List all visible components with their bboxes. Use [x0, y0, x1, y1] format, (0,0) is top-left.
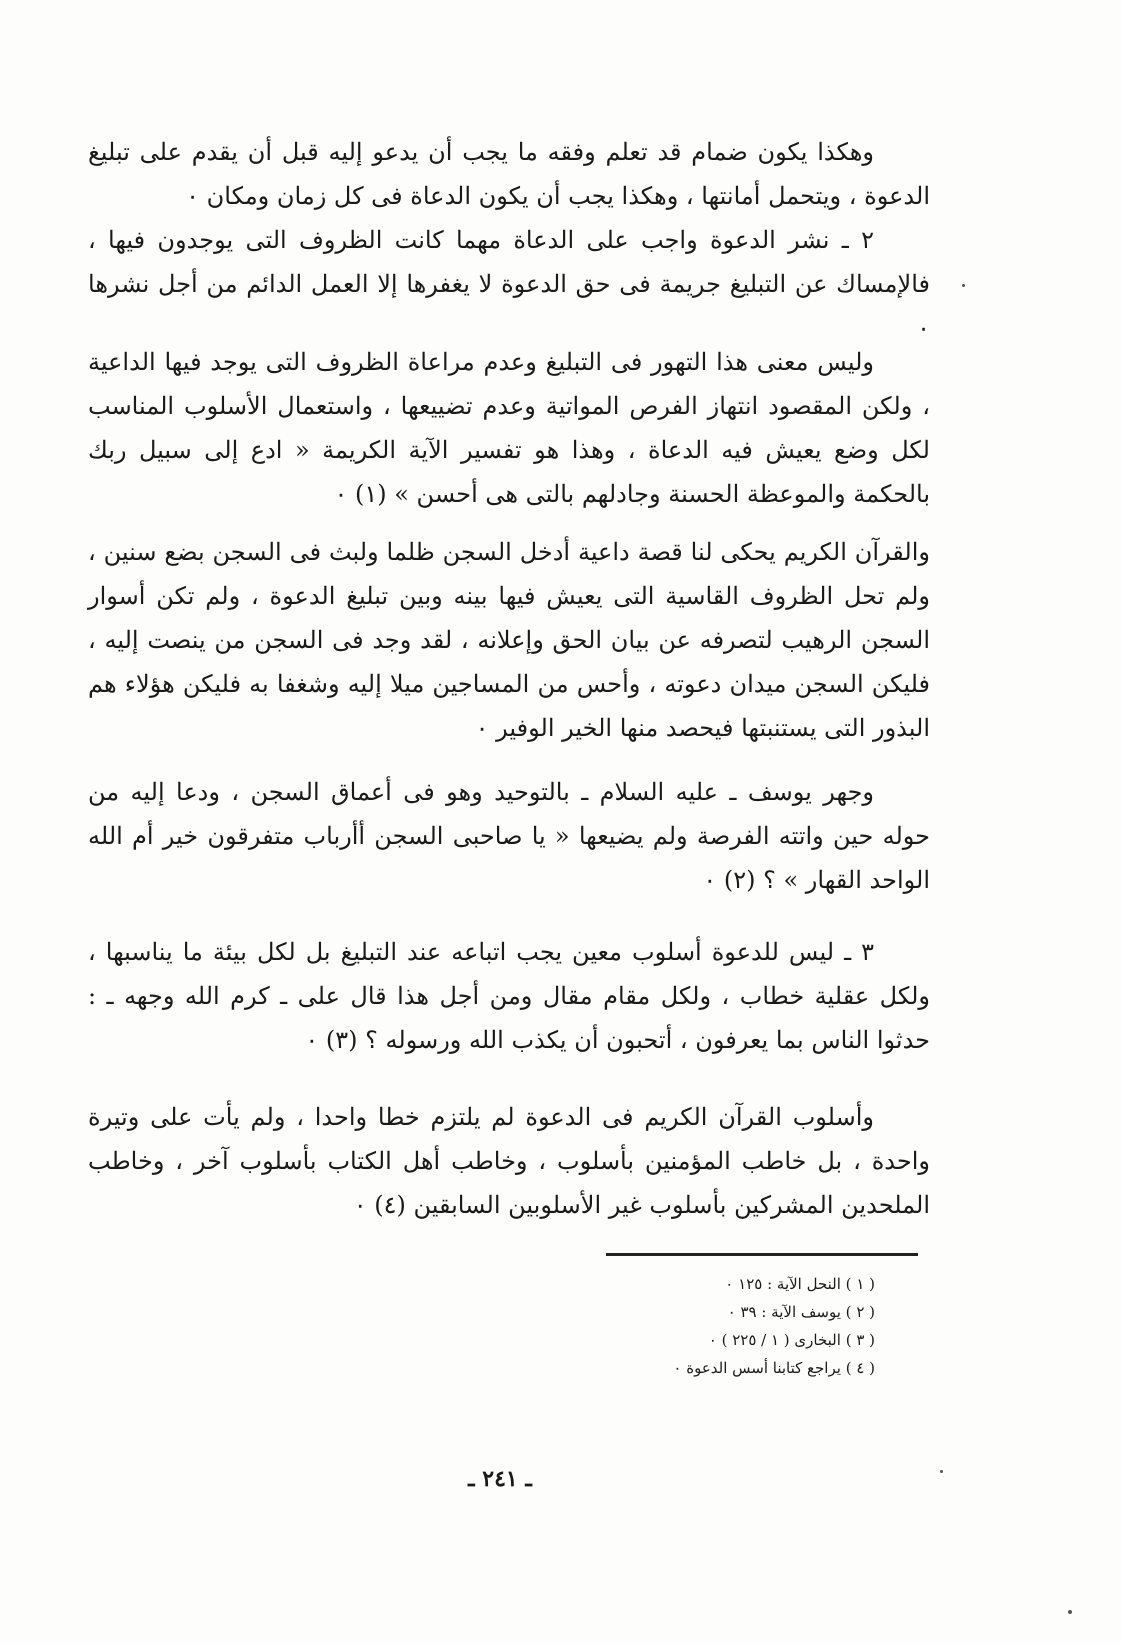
- paragraph-7: وأسلوب القرآن الكريم فى الدعوة لم يلتزم خطا واحدا ، ولم يأت على وتيرة واحدة ، بل خاطب المؤمنين بأسلوب ، وخاطب أهل الكتاب بأسلوب آخر ، وخاطب الملحدين المشركين بأسلوب غير الأسلوبين السابقين (٤) ٠: [88, 1103, 931, 1219]
- paragraph-6: ٣ ـ ليس للدعوة أسلوب معين يجب اتباعه عند التبليغ بل لكل بيئة ما يناسبها ، ولكل عقلية خطاب ، ولكل مقام مقال ومن أجل هذا قال على ـ كرم الله وجهه ـ : حدثوا الناس بما يعرفون ، أتحبون أن يكذب الله ورسوله ؟ (٣) ٠: [88, 938, 930, 1054]
- paragraph-2: ٢ ـ نشر الدعوة واجب على الدعاة مهما كانت الظروف التى يوجدون فيها ، فالإمساك عن التبليغ جريمة فى حق الدعوة لا يغفرها إلا العمل الدائم من أجل نشرها ٠: [88, 226, 930, 342]
- scan-speck: [940, 1470, 943, 1473]
- paragraph-4: والقرآن الكريم يحكى لنا قصة داعية أدخل السجن ظلما ولبث فى السجن بضع سنين ، ولم تحل الظروف القاسية التى يعيش فيها بينه وبين تبليغ الدعوة ، ولم تكن أسوار السجن الرهيب لتصرفه عن بيان الحق وإعلانه ، لقد وجد فى السجن من ينصت إليه ، فليكن السجن ميدان دعوته ، وأحس من المساجين ميلا إليه وشغفا به فليكن هؤلاء هم البذور التى يستنبتها فيحصد منها الخير الوفير ٠: [88, 538, 930, 742]
- paragraph-5: وجهر يوسف ـ عليه السلام ـ بالتوحيد وهو فى أعماق السجن ، ودعا إليه من حوله حين واتته الفرصة ولم يضيعها « يا صاحبى السجن أأرباب متفرقون خير أم الله الواحد القهار » ؟ (٢) ٠: [88, 778, 930, 894]
- footnote-1: ( ١ ) النحل الآية : ١٢٥ ٠: [725, 1275, 875, 1293]
- paragraph-3: وليس معنى هذا التهور فى التبليغ وعدم مراعاة الظروف التى يوجد فيها الداعية ، ولكن المقصود انتهاز الفرص المواتية وعدم تضييعها ، واستعمال الأسلوب المناسب لكل وضع يعيش فيه الدعاة ، وهذا هو تفسير الآية الكريمة « ادع إلى سبيل ربك بالحكمة والموعظة الحسنة وجادلهم بالتى هى أحسن » (١) ٠: [88, 348, 930, 508]
- footnote-3: ( ٣ ) البخارى ( ١ / ٢٢٥ ) ٠: [708, 1331, 875, 1349]
- scan-speck: [962, 284, 965, 287]
- page-number: ـ ٢٤١ ـ: [468, 1466, 532, 1492]
- footnote-4: ( ٤ ) يراجع كتابنا أسس الدعوة ٠: [673, 1359, 875, 1377]
- footnote-separator: [606, 1253, 918, 1256]
- footnotes-list: [560, 1270, 875, 1382]
- footnote-2: ( ٢ ) يوسف الآية : ٣٩ ٠: [727, 1303, 875, 1321]
- scan-speck: [1068, 1610, 1072, 1614]
- paragraph-1: وهكذا يكون ضمام قد تعلم وفقه ما يجب أن يدعو إليه قبل أن يقدم على تبليغ الدعوة ، ويتحمل أمانتها ، وهكذا يجب أن يكون الدعاة فى كل زمان ومكان ٠: [88, 138, 930, 210]
